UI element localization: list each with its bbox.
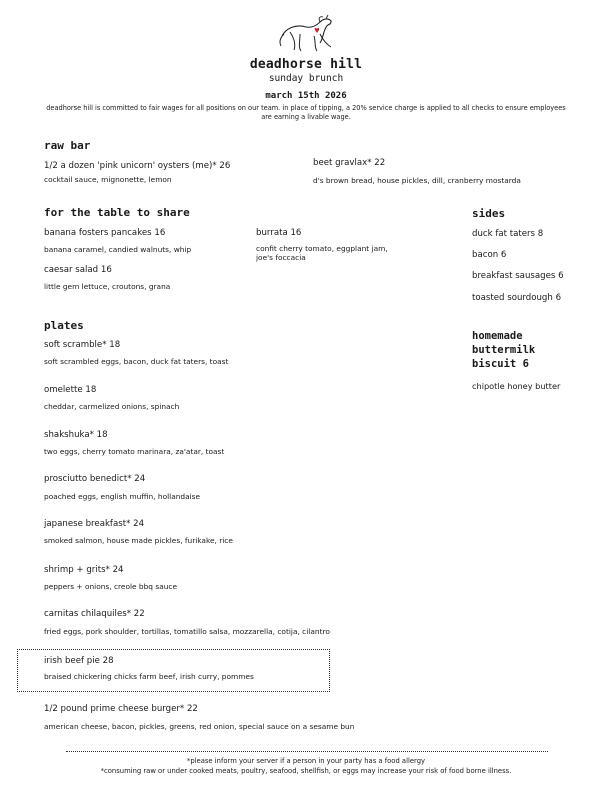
- side-item: bacon 6: [472, 250, 507, 260]
- side-item: breakfast sausages 6: [472, 271, 564, 281]
- menu-item-name: soft scramble* 18: [44, 340, 121, 350]
- menu-item-desc: confit cherry tomato, eggplant jam,: [256, 244, 388, 253]
- menu-item-desc: d's brown bread, house pickles, dill, cranberry mostarda: [313, 176, 521, 185]
- menu-item-desc: american cheese, bacon, pickles, greens, red onion, special sauce on a sesame bun: [44, 722, 355, 731]
- menu-item-desc: banana caramel, candied walnuts, whip: [44, 245, 192, 254]
- menu-item-name: shakshuka* 18: [44, 430, 108, 440]
- menu-item-name: prosciutto benedict* 24: [44, 474, 146, 484]
- menu-item-name: japanese breakfast* 24: [44, 519, 145, 529]
- menu-item-desc: fried eggs, pork shoulder, tortillas, tomatillo salsa, mozzarella, cotija, cilantro: [44, 627, 330, 636]
- menu-item-desc: peppers + onions, creole bbq sauce: [44, 582, 178, 591]
- plates-heading: plates: [44, 319, 84, 332]
- menu-date: march 15th 2026: [265, 91, 347, 101]
- table-share-heading: for the table to share: [44, 206, 190, 219]
- sides-heading: sides: [472, 207, 506, 220]
- menu-item-desc: cheddar, carmelized onions, spinach: [44, 402, 180, 411]
- service-name: sunday brunch: [268, 73, 344, 84]
- menu-item-name: burrata 16: [256, 228, 302, 238]
- horse-logo: [276, 14, 340, 54]
- menu-item-name: carnitas chilaquiles* 22: [44, 609, 145, 619]
- raw-food-warning: *consuming raw or under cooked meats, poultry, seafood, shellfish, or eggs may increase your risk of food borne illness.: [100, 767, 512, 775]
- menu-item-desc: soft scrambled eggs, bacon, duck fat taters, toast: [44, 357, 229, 366]
- menu-item-name: 1/2 a dozen 'pink unicorn' oysters (me)* 26: [44, 161, 231, 171]
- divider: [66, 751, 548, 752]
- menu-item-desc: joe's foccacia: [256, 253, 306, 262]
- biscuit-desc: chipotle honey butter: [472, 381, 561, 391]
- menu-item-name: caesar salad 16: [44, 265, 112, 275]
- menu-item-name: shrimp + grits* 24: [44, 565, 124, 575]
- menu-item-name: banana fosters pancakes 16: [44, 228, 166, 238]
- menu-item-name: 1/2 pound prime cheese burger* 22: [44, 704, 198, 714]
- menu-item-name: omelette 18: [44, 385, 97, 395]
- menu-item-desc: smoked salmon, house made pickles, furikake, rice: [44, 536, 233, 545]
- side-item: duck fat taters 8: [472, 229, 544, 239]
- menu-item-desc: little gem lettuce, croutons, grana: [44, 282, 171, 291]
- biscuit-heading: homemade buttermilk biscuit 6: [472, 330, 536, 370]
- menu-item-name: irish beef pie 28: [44, 656, 114, 666]
- menu-item-desc: braised chickering chicks farm beef, irish curry, pommes: [44, 672, 254, 681]
- wage-note: deadhorse hill is committed to fair wages for all positions on our team. in place of tipping, a 20% service charge is applied to all checks to ensure employees are earning a livable wage.: [46, 104, 566, 121]
- menu-item-desc: two eggs, cherry tomato marinara, za'atar, toast: [44, 447, 225, 456]
- restaurant-name: deadhorse hill: [249, 57, 363, 72]
- side-item: toasted sourdough 6: [472, 293, 562, 303]
- raw-bar-heading: raw bar: [44, 139, 91, 152]
- menu-item-desc: cocktail sauce, mignonette, lemon: [44, 175, 172, 184]
- menu-item-name: beet gravlax* 22: [313, 158, 386, 168]
- allergy-note: *please inform your server if a person in your party has a food allergy: [186, 757, 426, 765]
- menu-item-desc: poached eggs, english muffin, hollandaise: [44, 492, 201, 501]
